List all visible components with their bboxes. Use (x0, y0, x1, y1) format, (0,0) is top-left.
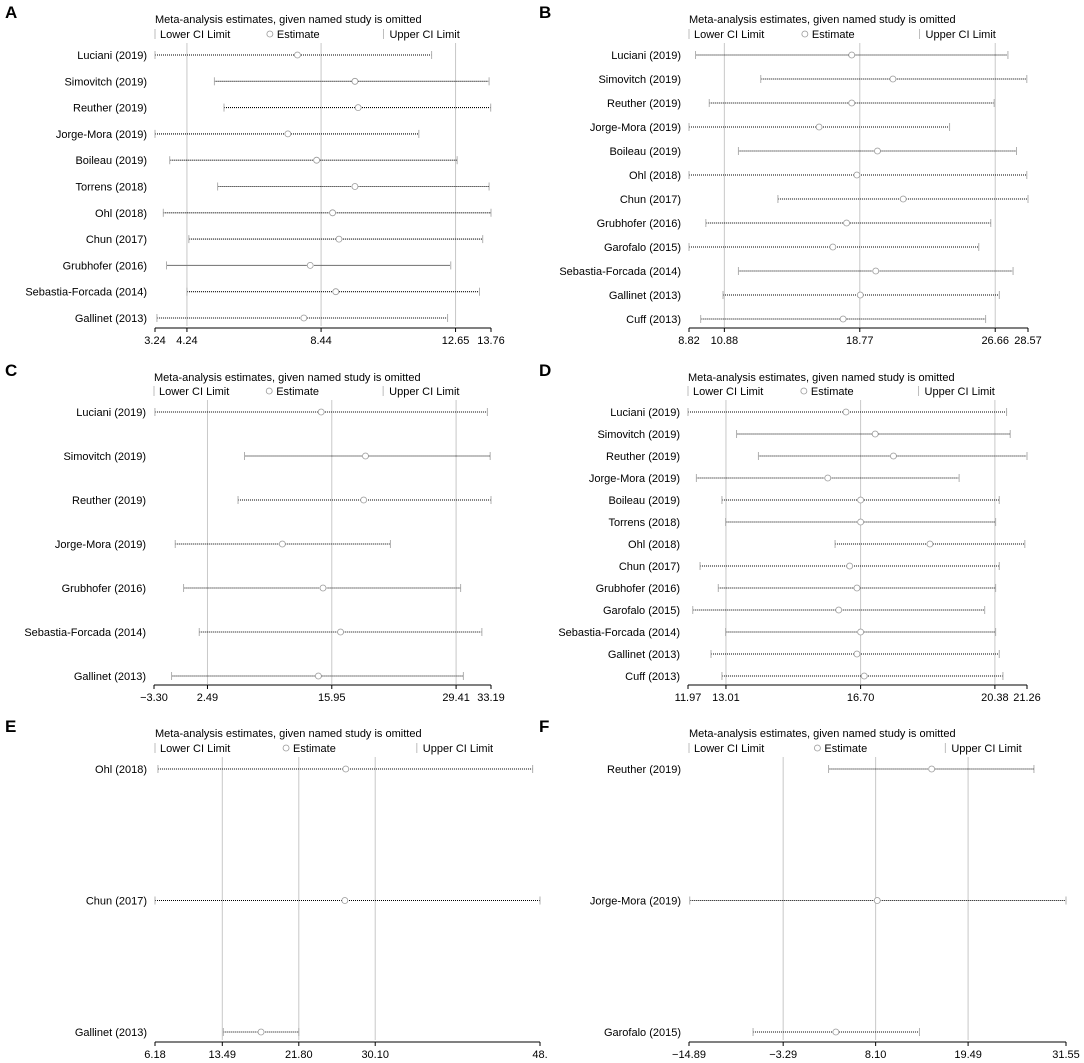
study-label: Luciani (2019) (610, 407, 680, 419)
legend-estimate-marker (814, 745, 820, 751)
estimate-point (858, 519, 864, 525)
estimate-point (279, 541, 285, 547)
study-label: Grubhofer (2016) (595, 583, 680, 595)
study-label: Gallinet (2013) (74, 1027, 147, 1039)
x-tick-label: 20.38 (981, 692, 1009, 704)
x-tick-label: 21.26 (1013, 692, 1041, 704)
x-tick-label: 8.44 (310, 335, 332, 347)
estimate-point (825, 475, 831, 481)
legend-lower-label: Lower CI Limit (694, 743, 765, 755)
x-tick-label: 2.49 (196, 692, 219, 704)
x-tick-label: 26.66 (981, 335, 1009, 347)
x-tick-label: 30.10 (361, 1049, 389, 1061)
estimate-point (854, 651, 860, 657)
panel-c (5, 361, 505, 704)
x-tick-label: 13.01 (712, 692, 740, 704)
study-label: Ohl (2018) (629, 170, 681, 182)
x-tick-label: 11.97 (674, 692, 702, 704)
study-label: Grubhofer (2016) (61, 583, 146, 595)
study-label: Reuther (2019) (607, 98, 681, 110)
estimate-point (355, 105, 361, 111)
study-label: Luciani (2019) (77, 50, 147, 62)
estimate-point (258, 1029, 264, 1035)
legend-estimate-label: Estimate (276, 386, 320, 398)
estimate-point (874, 148, 880, 154)
study-label: Gallinet (2013) (74, 313, 147, 325)
panel-d (539, 361, 1041, 704)
study-label: Sebastia-Forcada (2014) (24, 627, 146, 639)
study-label: Cuff (2013) (626, 314, 681, 326)
study-label: Reuther (2019) (73, 102, 147, 115)
study-label: Grubhofer (2016) (62, 260, 147, 273)
estimate-point (849, 100, 855, 106)
legend-estimate-marker (283, 745, 289, 751)
x-tick-label: 3.24 (144, 335, 166, 347)
study-label: Simovitch (2019) (64, 76, 147, 89)
panel-letter: D (539, 361, 552, 380)
legend-estimate-marker (267, 31, 273, 37)
panel-letter: C (5, 361, 18, 380)
legend-upper-label: Upper CI Limit (951, 743, 1022, 755)
study-label: Jorge-Mora (2019) (588, 473, 680, 485)
study-label: Garofalo (2015) (603, 242, 681, 254)
estimate-point (849, 52, 855, 58)
estimate-point (857, 292, 863, 298)
study-label: Reuther (2019) (606, 451, 680, 463)
estimate-point (343, 766, 349, 772)
estimate-point (294, 52, 300, 58)
study-label: Reuther (2019) (72, 495, 146, 507)
panel-title: Meta-analysis estimates, given named study is omitted (155, 728, 422, 740)
estimate-point (333, 289, 339, 295)
panel-title: Meta-analysis estimates, given named study is omitted (688, 372, 955, 384)
estimate-point (320, 585, 326, 591)
study-label: Reuther (2019) (607, 764, 681, 776)
legend-upper-label: Upper CI Limit (389, 386, 460, 398)
estimate-point (861, 673, 867, 679)
estimate-point (890, 453, 896, 459)
legend-estimate-label: Estimate (811, 29, 855, 41)
x-tick-label: −3.30 (140, 692, 168, 704)
study-label: Jorge-Mora (2019) (589, 122, 681, 134)
study-label: Chun (2017) (85, 234, 147, 247)
panel-title: Meta-analysis estimates, given named study is omitted (155, 14, 422, 26)
panel-e (5, 717, 548, 1061)
estimate-point (314, 157, 320, 163)
study-label: Boileau (2019) (75, 155, 147, 168)
study-label: Ohl (2018) (95, 207, 147, 220)
x-tick-label: 33.19 (477, 692, 505, 704)
study-label: Chun (2017) (618, 561, 680, 573)
x-tick-label: 13.76 (477, 335, 505, 347)
legend-upper-label: Upper CI Limit (925, 29, 996, 41)
study-label: Sebastia-Forcada (2014) (25, 286, 147, 299)
study-label: Ohl (2018) (628, 539, 680, 551)
estimate-point (847, 563, 853, 569)
study-label: Jorge-Mora (2019) (589, 895, 681, 908)
estimate-point (816, 124, 822, 130)
estimate-point (362, 453, 368, 459)
legend-estimate-label: Estimate (276, 29, 320, 41)
panel-letter: A (5, 3, 18, 22)
estimate-point (844, 220, 850, 226)
study-label: Chun (2017) (619, 194, 681, 206)
estimate-point (352, 184, 358, 190)
estimate-point (900, 196, 906, 202)
estimate-point (318, 409, 324, 415)
x-tick-label: 28.57 (1014, 335, 1042, 347)
study-label: Simovitch (2019) (597, 429, 680, 441)
estimate-point (301, 315, 307, 321)
study-label: Torrens (2018) (75, 181, 147, 194)
study-label: Garofalo (2015) (603, 1027, 681, 1039)
estimate-point (338, 629, 344, 635)
study-label: Simovitch (2019) (63, 451, 146, 463)
estimate-point (858, 497, 864, 503)
x-tick-label: 18.77 (846, 335, 874, 347)
estimate-point (330, 210, 336, 216)
estimate-point (833, 1029, 839, 1035)
x-tick-label: 6.18 (144, 1049, 166, 1061)
study-label: Torrens (2018) (608, 517, 680, 529)
study-label: Simovitch (2019) (598, 74, 681, 86)
panel-title: Meta-analysis estimates, given named study is omitted (689, 728, 956, 740)
panel-letter: E (5, 717, 17, 736)
legend-estimate-marker (801, 388, 807, 394)
x-tick-label: 16.70 (846, 692, 875, 704)
legend-lower-label: Lower CI Limit (160, 743, 231, 755)
x-tick-label: 8.82 (678, 335, 700, 347)
legend-upper-label: Upper CI Limit (422, 743, 494, 755)
x-tick-label: 10.88 (710, 335, 739, 347)
estimate-point (873, 268, 879, 274)
study-label: Grubhofer (2016) (596, 218, 681, 230)
estimate-point (315, 673, 321, 679)
estimate-point (890, 76, 896, 82)
estimate-point (929, 766, 935, 772)
study-label: Sebastia-Forcada (2014) (558, 627, 680, 639)
legend-estimate-label: Estimate (293, 743, 336, 755)
estimate-point (836, 607, 842, 613)
x-tick-label: 21.80 (285, 1049, 313, 1061)
legend-lower-label: Lower CI Limit (160, 29, 231, 41)
legend-lower-label: Lower CI Limit (159, 386, 230, 398)
x-tick-label: 19.49 (954, 1049, 982, 1061)
study-label: Cuff (2013) (625, 671, 680, 683)
estimate-point (854, 172, 860, 178)
legend-upper-label: Upper CI Limit (389, 29, 460, 41)
study-label: Jorge-Mora (2019) (55, 128, 147, 141)
study-label: Sebastia-Forcada (2014) (559, 266, 681, 278)
estimate-point (840, 316, 846, 322)
study-label: Gallinet (2013) (608, 290, 681, 302)
estimate-point (285, 131, 291, 137)
x-tick-label: 15.95 (318, 692, 346, 704)
legend-estimate-label: Estimate (810, 386, 854, 398)
x-tick-label: −3.29 (769, 1049, 798, 1061)
legend-estimate-marker (266, 388, 272, 394)
x-tick-label: 29.41 (442, 692, 470, 704)
x-tick-label: 48. (532, 1049, 548, 1061)
x-tick-label: 31.55 (1052, 1049, 1080, 1061)
study-label: Jorge-Mora (2019) (54, 539, 146, 551)
estimate-point (361, 497, 367, 503)
panel-letter: B (539, 3, 552, 22)
study-label: Gallinet (2013) (607, 649, 680, 661)
legend-estimate-label: Estimate (824, 743, 868, 755)
study-label: Boileau (2019) (608, 495, 680, 507)
study-label: Gallinet (2013) (73, 671, 146, 683)
legend-upper-label: Upper CI Limit (924, 386, 995, 398)
estimate-point (352, 78, 358, 84)
estimate-point (336, 236, 342, 242)
x-tick-label: 8.10 (864, 1049, 887, 1061)
panel-letter: F (539, 717, 550, 736)
study-label: Ohl (2018) (95, 764, 147, 776)
legend-estimate-marker (802, 31, 808, 37)
panel-title: Meta-analysis estimates, given named study is omitted (154, 372, 421, 384)
study-label: Boileau (2019) (609, 146, 681, 158)
panel-a (5, 3, 505, 347)
panel-f (539, 717, 1080, 1061)
estimate-point (927, 541, 933, 547)
x-tick-label: 4.24 (176, 335, 198, 347)
estimate-point (307, 262, 313, 268)
panel-b (539, 3, 1042, 347)
estimate-point (830, 244, 836, 250)
panel-title: Meta-analysis estimates, given named study is omitted (689, 14, 956, 26)
estimate-point (858, 629, 864, 635)
x-tick-label: −14.89 (672, 1049, 706, 1061)
study-label: Luciani (2019) (611, 50, 681, 62)
legend-lower-label: Lower CI Limit (694, 29, 765, 41)
estimate-point (843, 409, 849, 415)
estimate-point (872, 431, 878, 437)
study-label: Luciani (2019) (76, 407, 146, 419)
x-tick-label: 12.65 (441, 335, 470, 347)
estimate-point (854, 585, 860, 591)
study-label: Garofalo (2015) (602, 605, 680, 617)
study-label: Chun (2017) (85, 895, 147, 908)
estimate-point (874, 898, 880, 904)
legend-lower-label: Lower CI Limit (693, 386, 764, 398)
x-tick-label: 13.49 (208, 1049, 237, 1061)
estimate-point (342, 898, 348, 904)
